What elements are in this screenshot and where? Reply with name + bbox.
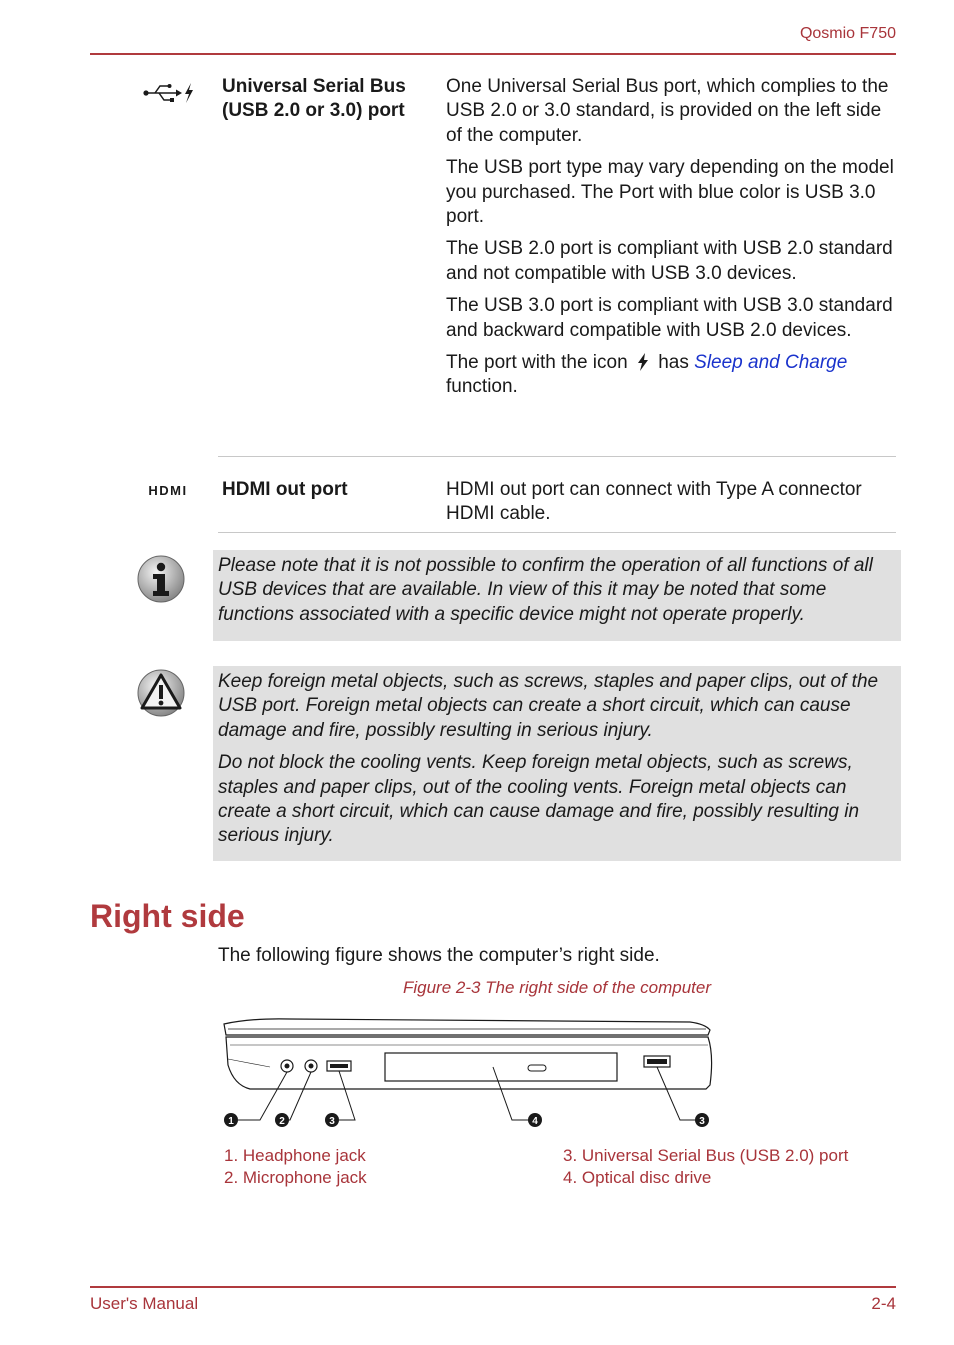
footer-manual-title: User's Manual [90, 1294, 199, 1313]
icon-sentence-after: function. [446, 376, 518, 398]
info-note [213, 550, 901, 641]
figure-legend-left [224, 1145, 367, 1189]
svg-text:1: 1 [228, 1116, 234, 1127]
legend-item-3: 3. Universal Serial Bus (USB 2.0) port [563, 1146, 849, 1165]
usb-port-description [446, 75, 896, 408]
icon-sentence-before: The port with the icon [446, 352, 628, 374]
callout-4 [528, 1113, 542, 1127]
warning-note-text-2: Do not block the cooling vents. Keep foreign metal objects, such as screws, staples and paper clips, out of the cooling vents. Foreign metal objects can create a short circuit, which can cause damage and fire, possibly resulting in serious injury. [218, 752, 860, 847]
callout-2 [275, 1113, 289, 1127]
usb-desc-paragraph-5 [446, 351, 896, 400]
legend-item-1: 1. Headphone jack [224, 1146, 366, 1165]
usb-desc-paragraph-2: The USB port type may vary depending on the model you purchased. The Port with blue color is USB 3.0 port. [446, 157, 894, 228]
usb-desc-paragraph-1: One Universal Serial Bus port, which complies to the USB 2.0 or 3.0 standard, is provided on the left side of the computer. [446, 76, 889, 146]
hdmi-port-description [446, 478, 896, 535]
svg-text:3: 3 [329, 1116, 335, 1127]
header-model: Qosmio F750 [799, 25, 896, 42]
callout-1 [224, 1113, 238, 1127]
footer-page-number: 2-4 [871, 1294, 896, 1313]
table-row-separator [218, 456, 896, 457]
info-note-text: Please note that it is not possible to confirm the operation of all functions of all USB devices that are available. In view of this it may be noted that some functions associated with a specific device might not operate properly. [218, 555, 873, 625]
section-title: Right side [90, 898, 245, 934]
header-rule [90, 53, 896, 55]
svg-text:4: 4 [532, 1116, 538, 1127]
icon-sentence-middle: has [658, 352, 689, 374]
sleep-and-charge-link[interactable]: Sleep and Charge [694, 352, 848, 374]
hdmi-port-name: HDMI out port [222, 479, 348, 500]
legend-item-4: 4. Optical disc drive [563, 1168, 712, 1187]
hdmi-desc-paragraph-1: HDMI out port can connect with Type A connector HDMI cable. [446, 479, 862, 525]
warning-note [213, 666, 901, 861]
usb-desc-paragraph-4: The USB 3.0 port is compliant with USB 3.0 standard and backward compatible with USB 2.0 devices. [446, 295, 893, 341]
info-icon [136, 554, 186, 609]
callout-3-left [325, 1113, 339, 1127]
usb-desc-paragraph-3: The USB 2.0 port is compliant with USB 2.0 standard and not compatible with USB 3.0 devices. [446, 238, 893, 284]
section-intro: The following figure shows the computer’s right side. [218, 945, 660, 966]
warning-note-text-1: Keep foreign metal objects, such as screws, staples and paper clips, out of the USB port. Foreign metal objects can create a short circuit, which can cause damage and fire, possibly resulting in serious injury. [218, 671, 879, 741]
figure-caption: Figure 2-3 The right side of the computer [402, 978, 712, 997]
footer-rule [90, 1286, 896, 1288]
hdmi-icon-text: HDMI [148, 483, 188, 497]
usb-port-name: Universal Serial Bus (USB 2.0 or 3.0) port [222, 76, 406, 121]
charge-bolt-icon [637, 353, 649, 371]
hdmi-icon [142, 483, 194, 502]
svg-text:2: 2 [279, 1116, 285, 1127]
legend-item-2: 2. Microphone jack [224, 1168, 367, 1187]
callout-3-right [695, 1113, 709, 1127]
warning-icon [136, 668, 186, 723]
figure-legend-right [563, 1145, 848, 1189]
svg-text:3: 3 [699, 1116, 705, 1127]
usb-charge-icon [142, 82, 196, 109]
right-side-figure [220, 1015, 720, 1140]
table-row-separator [218, 532, 896, 533]
